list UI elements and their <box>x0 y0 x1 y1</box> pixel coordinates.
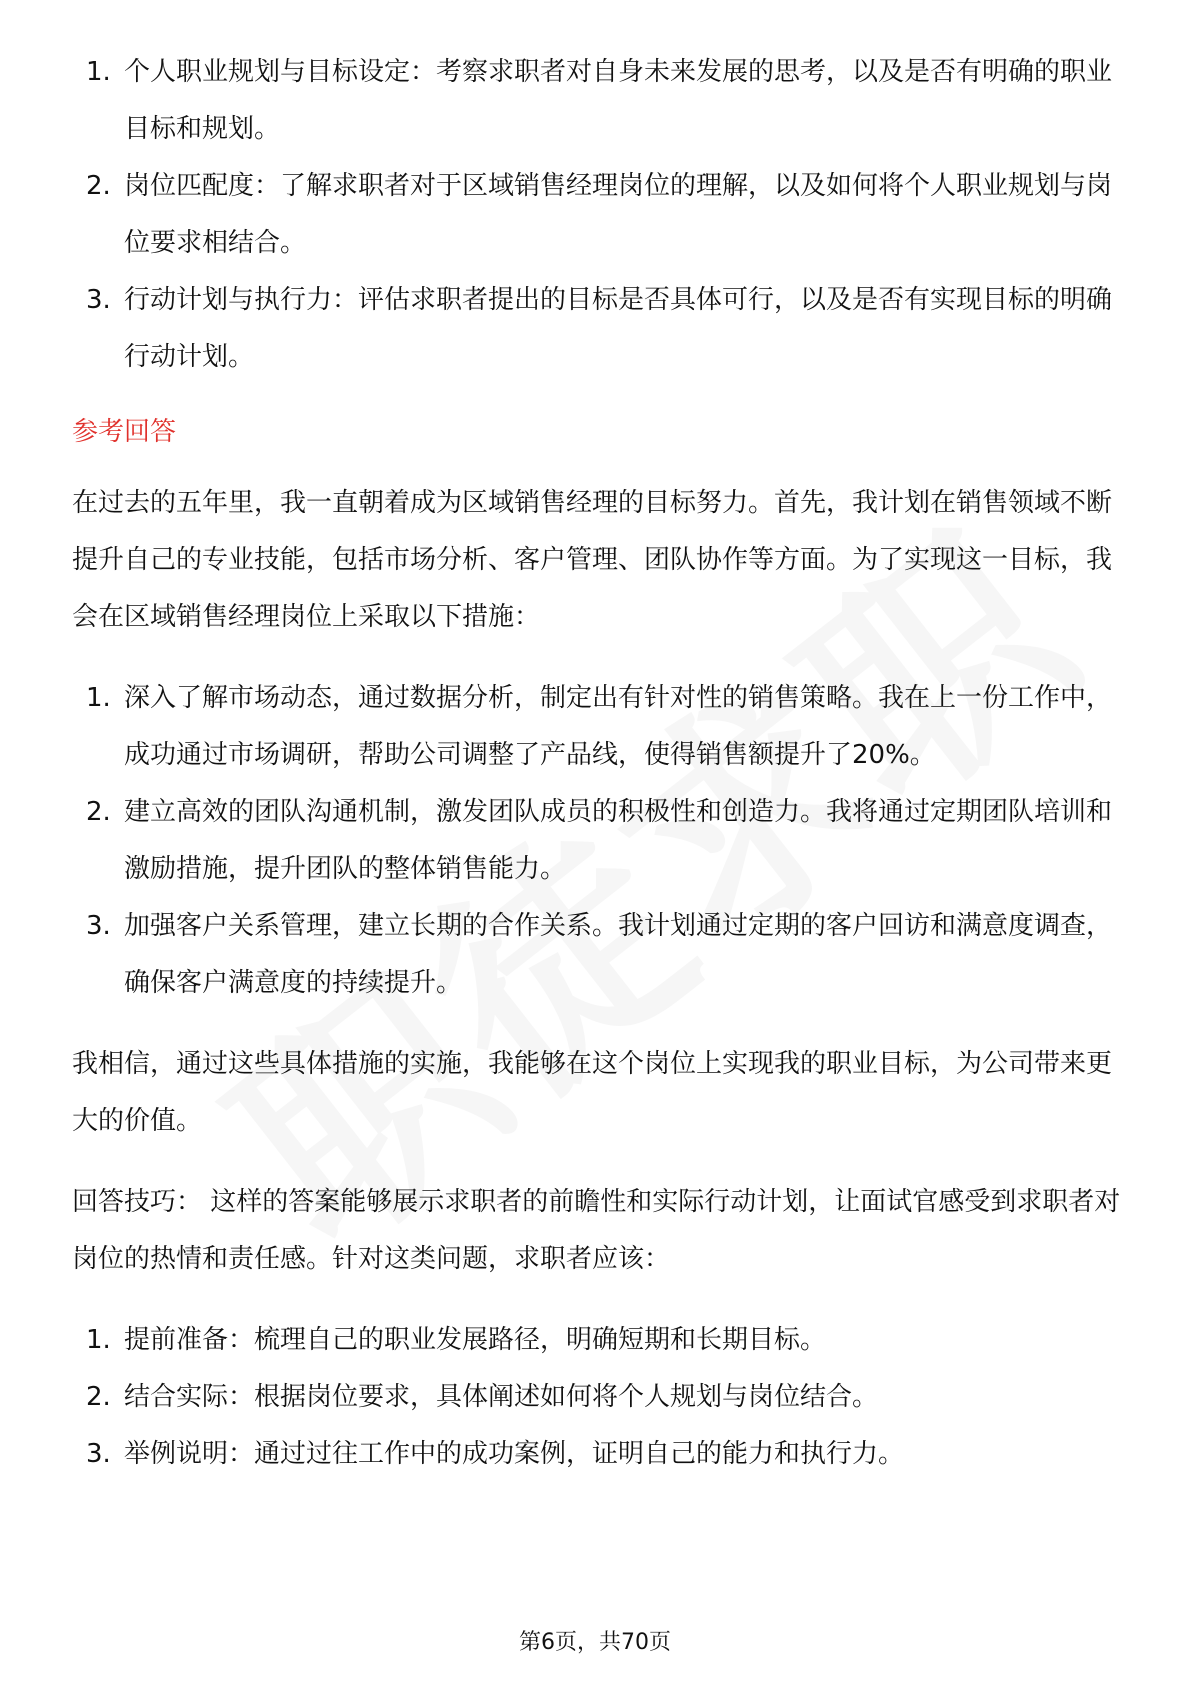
list-item <box>72 898 1122 1012</box>
list-item <box>72 44 1122 158</box>
list-item <box>72 158 1122 272</box>
list-item-text: 加强客户关系管理，建立长期的合作关系。我计划通过定期的客户回访和满意度调查，确保客户满意度的持续提升。 <box>124 911 1113 998</box>
list-item-text: 提前准备：梳理自己的职业发展路径，明确短期和长期目标。 <box>124 1325 827 1355</box>
page-content <box>72 44 1122 1483</box>
list-item-text: 个人职业规划与目标设定：考察求职者对自身未来发展的思考，以及是否有明确的职业目标和规划。 <box>124 57 1113 144</box>
list-item <box>72 1426 1122 1483</box>
reference-answer-heading: 参考回答 <box>72 417 177 447</box>
intro-list <box>72 44 1122 386</box>
list-number: 1. <box>86 57 111 87</box>
tips-list <box>72 1312 1122 1483</box>
list-number: 2. <box>86 1382 111 1412</box>
list-number: 1. <box>86 683 111 713</box>
list-item <box>72 1312 1122 1369</box>
conclusion-paragraph: 我相信，通过这些具体措施的实施，我能够在这个岗位上实现我的职业目标，为公司带来更大的价值。 <box>72 1049 1113 1136</box>
list-item <box>72 784 1122 898</box>
list-item-text: 结合实际：根据岗位要求，具体阐述如何将个人规划与岗位结合。 <box>124 1382 879 1412</box>
list-number: 3. <box>86 285 111 315</box>
list-item-text: 深入了解市场动态，通过数据分析，制定出有针对性的销售策略。我在上一份工作中，成功通过市场调研，帮助公司调整了产品线，使得销售额提升了20%。 <box>124 683 1113 770</box>
list-item <box>72 1369 1122 1426</box>
list-number: 2. <box>86 797 111 827</box>
list-number: 3. <box>86 1439 111 1469</box>
list-item <box>72 272 1122 386</box>
list-item-text: 举例说明：通过过往工作中的成功案例，证明自己的能力和执行力。 <box>124 1439 905 1469</box>
list-item-text: 岗位匹配度：了解求职者对于区域销售经理岗位的理解，以及如何将个人职业规划与岗位要求相结合。 <box>124 171 1113 258</box>
page-footer: 第6页，共70页 <box>519 1630 671 1655</box>
tips-intro-paragraph: 回答技巧： 这样的答案能够展示求职者的前瞻性和实际行动计划，让面试官感受到求职者对岗位的热情和责任感。针对这类问题，求职者应该： <box>72 1187 1121 1274</box>
list-number: 3. <box>86 911 111 941</box>
measures-list <box>72 670 1122 1012</box>
list-item-text: 行动计划与执行力：评估求职者提出的目标是否具体可行，以及是否有实现目标的明确行动计划。 <box>124 285 1113 372</box>
list-number: 2. <box>86 171 111 201</box>
list-item <box>72 670 1122 784</box>
list-number: 1. <box>86 1325 111 1355</box>
answer-intro-paragraph: 在过去的五年里，我一直朝着成为区域销售经理的目标努力。首先，我计划在销售领域不断提升自己的专业技能，包括市场分析、客户管理、团队协作等方面。为了实现这一目标，我会在区域销售经理岗位上采取以下措施： <box>72 488 1113 632</box>
list-item-text: 建立高效的团队沟通机制，激发团队成员的积极性和创造力。我将通过定期团队培训和激励措施，提升团队的整体销售能力。 <box>124 797 1113 884</box>
